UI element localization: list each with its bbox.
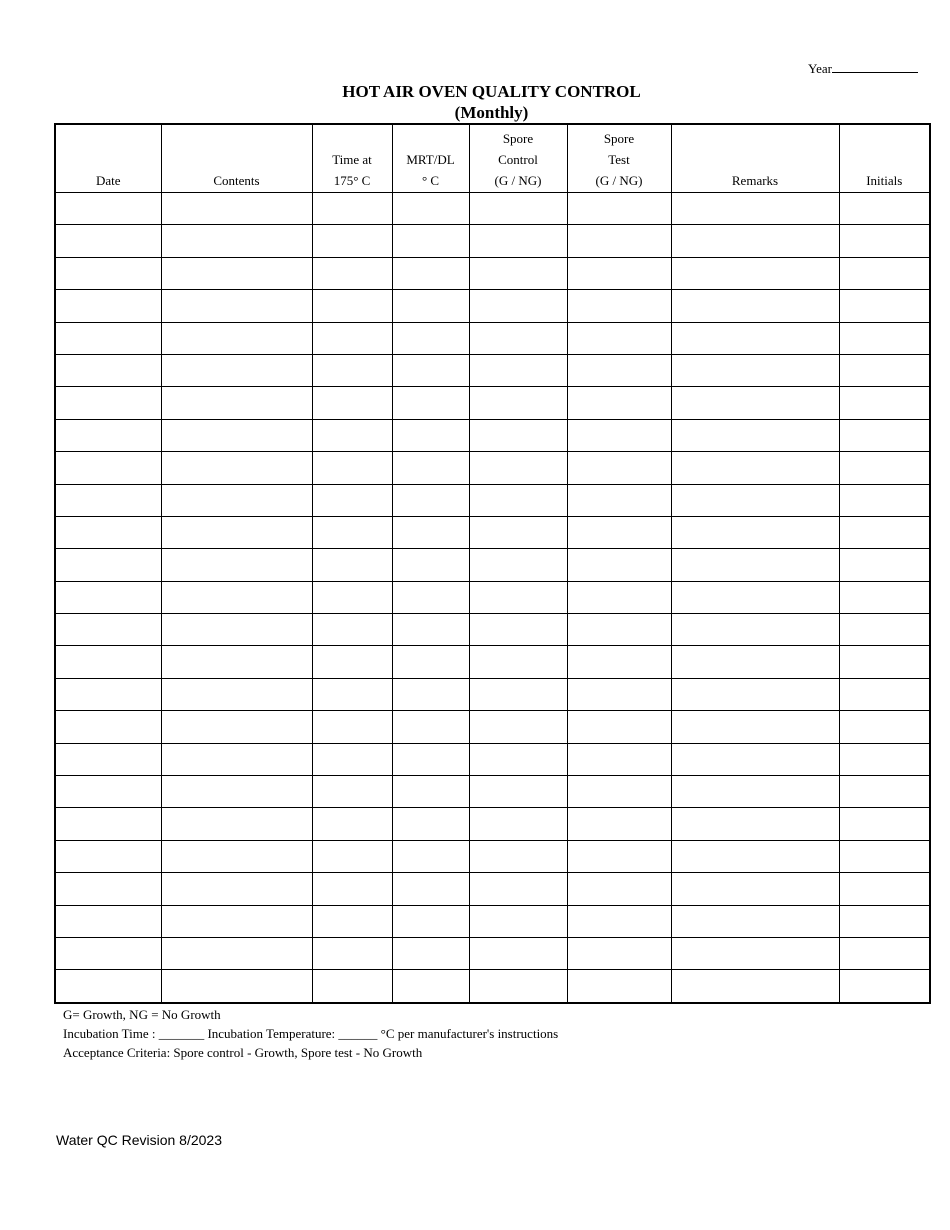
cell-date[interactable] — [55, 581, 161, 613]
cell-initials[interactable] — [839, 193, 930, 225]
cell-date[interactable] — [55, 516, 161, 548]
cell-time[interactable] — [312, 354, 392, 386]
cell-initials[interactable] — [839, 419, 930, 451]
cell-spore-control[interactable] — [469, 419, 567, 451]
cell-date[interactable] — [55, 257, 161, 289]
cell-initials[interactable] — [839, 808, 930, 840]
cell-spore-control[interactable] — [469, 937, 567, 969]
cell-remarks[interactable] — [671, 808, 839, 840]
cell-time[interactable] — [312, 387, 392, 419]
column-header-line: Contents — [213, 173, 260, 188]
cell-spore-control[interactable] — [469, 808, 567, 840]
cell-date[interactable] — [55, 419, 161, 451]
incubation-note: Incubation Time : _______ Incubation Temperature: ______ °C per manufacturer's instructions — [63, 1026, 559, 1041]
page-title: HOT AIR OVEN QUALITY CONTROL — [342, 82, 641, 101]
cell-initials[interactable] — [839, 937, 930, 969]
cell-remarks[interactable] — [671, 905, 839, 937]
column-header-line: Date — [95, 173, 121, 188]
cell-date[interactable] — [55, 549, 161, 581]
column-header-line: Spore — [502, 131, 534, 146]
table-row — [55, 549, 930, 581]
column-header-contents — [161, 124, 312, 193]
cell-remarks[interactable] — [671, 840, 839, 872]
cell-time[interactable] — [312, 193, 392, 225]
cell-time[interactable] — [312, 614, 392, 646]
cell-mrt[interactable] — [392, 452, 469, 484]
column-header-line: Time at — [332, 152, 372, 167]
cell-contents[interactable] — [161, 614, 312, 646]
cell-contents[interactable] — [161, 225, 312, 257]
cell-remarks[interactable] — [671, 646, 839, 678]
cell-remarks[interactable] — [671, 711, 839, 743]
cell-spore-test[interactable] — [567, 354, 671, 386]
table-row — [55, 452, 930, 484]
table-row — [55, 516, 930, 548]
cell-remarks[interactable] — [671, 257, 839, 289]
cell-time[interactable] — [312, 743, 392, 775]
cell-spore-test[interactable] — [567, 387, 671, 419]
cell-mrt[interactable] — [392, 776, 469, 808]
cell-date[interactable] — [55, 776, 161, 808]
table-row — [55, 646, 930, 678]
cell-remarks[interactable] — [671, 193, 839, 225]
table-row — [55, 257, 930, 289]
year-field — [808, 60, 918, 77]
cell-time[interactable] — [312, 452, 392, 484]
cell-initials[interactable] — [839, 646, 930, 678]
table-row — [55, 225, 930, 257]
table-row — [55, 873, 930, 905]
cell-mrt[interactable] — [392, 290, 469, 322]
cell-mrt[interactable] — [392, 614, 469, 646]
cell-mrt[interactable] — [392, 257, 469, 289]
column-header-line: Control — [498, 152, 538, 167]
table-row — [55, 322, 930, 354]
cell-initials[interactable] — [839, 581, 930, 613]
legend-note: G= Growth, NG = No Growth — [63, 1007, 221, 1022]
cell-date[interactable] — [55, 808, 161, 840]
cell-spore-test[interactable] — [567, 257, 671, 289]
cell-mrt[interactable] — [392, 419, 469, 451]
cell-spore-test[interactable] — [567, 581, 671, 613]
cell-spore-control[interactable] — [469, 905, 567, 937]
cell-spore-test[interactable] — [567, 646, 671, 678]
cell-spore-control[interactable] — [469, 354, 567, 386]
notes-section — [63, 1005, 558, 1062]
table-row — [55, 678, 930, 710]
cell-mrt[interactable] — [392, 193, 469, 225]
cell-initials[interactable] — [839, 354, 930, 386]
cell-spore-control[interactable] — [469, 711, 567, 743]
cell-mrt[interactable] — [392, 970, 469, 1003]
cell-mrt[interactable] — [392, 322, 469, 354]
cell-time[interactable] — [312, 516, 392, 548]
cell-spore-control[interactable] — [469, 743, 567, 775]
cell-spore-test[interactable] — [567, 873, 671, 905]
cell-spore-control[interactable] — [469, 322, 567, 354]
cell-time[interactable] — [312, 646, 392, 678]
cell-initials[interactable] — [839, 743, 930, 775]
cell-mrt[interactable] — [392, 354, 469, 386]
cell-date[interactable] — [55, 452, 161, 484]
column-header-remarks — [671, 124, 839, 193]
column-header-time — [312, 124, 392, 193]
cell-time[interactable] — [312, 711, 392, 743]
cell-spore-control[interactable] — [469, 646, 567, 678]
cell-initials[interactable] — [839, 711, 930, 743]
cell-initials[interactable] — [839, 452, 930, 484]
cell-spore-test[interactable] — [567, 516, 671, 548]
cell-date[interactable] — [55, 354, 161, 386]
cell-date[interactable] — [55, 646, 161, 678]
cell-remarks[interactable] — [671, 776, 839, 808]
cell-mrt[interactable] — [392, 808, 469, 840]
cell-spore-test[interactable] — [567, 808, 671, 840]
cell-mrt[interactable] — [392, 484, 469, 516]
cell-initials[interactable] — [839, 678, 930, 710]
cell-spore-control[interactable] — [469, 484, 567, 516]
cell-remarks[interactable] — [671, 419, 839, 451]
cell-contents[interactable] — [161, 808, 312, 840]
cell-remarks[interactable] — [671, 970, 839, 1003]
cell-spore-control[interactable] — [469, 452, 567, 484]
cell-mrt[interactable] — [392, 646, 469, 678]
cell-contents[interactable] — [161, 322, 312, 354]
cell-time[interactable] — [312, 905, 392, 937]
cell-remarks[interactable] — [671, 937, 839, 969]
cell-contents[interactable] — [161, 193, 312, 225]
cell-spore-test[interactable] — [567, 290, 671, 322]
cell-contents[interactable] — [161, 387, 312, 419]
cell-mrt[interactable] — [392, 516, 469, 548]
column-header-line: (G / NG) — [494, 173, 542, 188]
cell-date[interactable] — [55, 711, 161, 743]
cell-initials[interactable] — [839, 970, 930, 1003]
cell-date[interactable] — [55, 743, 161, 775]
cell-initials[interactable] — [839, 290, 930, 322]
cell-contents[interactable] — [161, 678, 312, 710]
table-row — [55, 905, 930, 937]
cell-remarks[interactable] — [671, 322, 839, 354]
table-row — [55, 419, 930, 451]
table-row — [55, 743, 930, 775]
cell-remarks[interactable] — [671, 743, 839, 775]
cell-spore-test[interactable] — [567, 549, 671, 581]
cell-time[interactable] — [312, 549, 392, 581]
column-header-line: ° C — [421, 173, 440, 188]
cell-time[interactable] — [312, 419, 392, 451]
cell-mrt[interactable] — [392, 225, 469, 257]
cell-contents[interactable] — [161, 776, 312, 808]
cell-spore-control[interactable] — [469, 776, 567, 808]
cell-initials[interactable] — [839, 225, 930, 257]
table-row — [55, 776, 930, 808]
cell-mrt[interactable] — [392, 905, 469, 937]
cell-mrt[interactable] — [392, 678, 469, 710]
table-row — [55, 840, 930, 872]
table-row — [55, 193, 930, 225]
table-row — [55, 970, 930, 1003]
table-row — [55, 808, 930, 840]
cell-spore-test[interactable] — [567, 484, 671, 516]
cell-mrt[interactable] — [392, 387, 469, 419]
cell-time[interactable] — [312, 225, 392, 257]
cell-initials[interactable] — [839, 614, 930, 646]
cell-remarks[interactable] — [671, 354, 839, 386]
cell-mrt[interactable] — [392, 937, 469, 969]
table-row — [55, 937, 930, 969]
column-header-date — [55, 124, 161, 193]
cell-spore-test[interactable] — [567, 905, 671, 937]
cell-spore-test[interactable] — [567, 678, 671, 710]
cell-spore-control[interactable] — [469, 873, 567, 905]
cell-mrt[interactable] — [392, 711, 469, 743]
cell-initials[interactable] — [839, 257, 930, 289]
cell-remarks[interactable] — [671, 678, 839, 710]
cell-initials[interactable] — [839, 322, 930, 354]
cell-date[interactable] — [55, 387, 161, 419]
cell-spore-control[interactable] — [469, 225, 567, 257]
table-row — [55, 387, 930, 419]
cell-contents[interactable] — [161, 873, 312, 905]
cell-contents[interactable] — [161, 711, 312, 743]
cell-mrt[interactable] — [392, 840, 469, 872]
qc-log-table — [54, 123, 931, 1004]
cell-time[interactable] — [312, 581, 392, 613]
table-row — [55, 581, 930, 613]
cell-date[interactable] — [55, 614, 161, 646]
cell-date[interactable] — [55, 484, 161, 516]
cell-date[interactable] — [55, 322, 161, 354]
page-subtitle: (Monthly) — [454, 103, 529, 122]
cell-spore-test[interactable] — [567, 840, 671, 872]
cell-contents[interactable] — [161, 484, 312, 516]
cell-contents[interactable] — [161, 743, 312, 775]
cell-spore-control[interactable] — [469, 290, 567, 322]
cell-mrt[interactable] — [392, 581, 469, 613]
cell-spore-control[interactable] — [469, 614, 567, 646]
cell-date[interactable] — [55, 937, 161, 969]
cell-initials[interactable] — [839, 840, 930, 872]
cell-spore-test[interactable] — [567, 970, 671, 1003]
table-row — [55, 484, 930, 516]
cell-remarks[interactable] — [671, 225, 839, 257]
cell-contents[interactable] — [161, 516, 312, 548]
cell-date[interactable] — [55, 873, 161, 905]
cell-remarks[interactable] — [671, 387, 839, 419]
cell-initials[interactable] — [839, 873, 930, 905]
cell-initials[interactable] — [839, 516, 930, 548]
cell-spore-test[interactable] — [567, 711, 671, 743]
cell-remarks[interactable] — [671, 452, 839, 484]
cell-spore-test[interactable] — [567, 937, 671, 969]
acceptance-note: Acceptance Criteria: Spore control - Growth, Spore test - No Growth — [63, 1045, 423, 1060]
cell-contents[interactable] — [161, 452, 312, 484]
cell-date[interactable] — [55, 193, 161, 225]
column-header-spore-test — [567, 124, 671, 193]
cell-spore-control[interactable] — [469, 581, 567, 613]
column-header-spore-control — [469, 124, 567, 193]
cell-spore-control[interactable] — [469, 970, 567, 1003]
cell-spore-test[interactable] — [567, 419, 671, 451]
cell-spore-control[interactable] — [469, 840, 567, 872]
cell-remarks[interactable] — [671, 290, 839, 322]
cell-contents[interactable] — [161, 549, 312, 581]
cell-contents[interactable] — [161, 970, 312, 1003]
cell-spore-control[interactable] — [469, 516, 567, 548]
table-body — [55, 193, 930, 1003]
cell-remarks[interactable] — [671, 549, 839, 581]
cell-date[interactable] — [55, 970, 161, 1003]
table-row — [55, 354, 930, 386]
column-header-line: 175° C — [333, 173, 371, 188]
cell-contents[interactable] — [161, 937, 312, 969]
cell-time[interactable] — [312, 322, 392, 354]
cell-date[interactable] — [55, 225, 161, 257]
cell-spore-test[interactable] — [567, 322, 671, 354]
cell-spore-test[interactable] — [567, 452, 671, 484]
cell-spore-test[interactable] — [567, 193, 671, 225]
cell-contents[interactable] — [161, 354, 312, 386]
cell-spore-control[interactable] — [469, 549, 567, 581]
cell-time[interactable] — [312, 484, 392, 516]
cell-spore-test[interactable] — [567, 743, 671, 775]
cell-contents[interactable] — [161, 646, 312, 678]
cell-spore-control[interactable] — [469, 678, 567, 710]
column-header-line: Remarks — [731, 173, 779, 188]
cell-contents[interactable] — [161, 290, 312, 322]
table-header-row — [55, 124, 930, 193]
cell-time[interactable] — [312, 257, 392, 289]
table-row — [55, 614, 930, 646]
column-header-line: (G / NG) — [595, 173, 643, 188]
cell-initials[interactable] — [839, 387, 930, 419]
cell-contents[interactable] — [161, 419, 312, 451]
cell-contents[interactable] — [161, 905, 312, 937]
cell-spore-control[interactable] — [469, 193, 567, 225]
cell-mrt[interactable] — [392, 873, 469, 905]
table-row — [55, 711, 930, 743]
cell-time[interactable] — [312, 970, 392, 1003]
cell-contents[interactable] — [161, 581, 312, 613]
cell-spore-control[interactable] — [469, 387, 567, 419]
cell-time[interactable] — [312, 290, 392, 322]
cell-spore-control[interactable] — [469, 257, 567, 289]
cell-initials[interactable] — [839, 484, 930, 516]
cell-spore-test[interactable] — [567, 225, 671, 257]
cell-contents[interactable] — [161, 257, 312, 289]
cell-date[interactable] — [55, 840, 161, 872]
cell-spore-test[interactable] — [567, 614, 671, 646]
cell-time[interactable] — [312, 808, 392, 840]
year-input-line[interactable] — [832, 60, 918, 73]
cell-initials[interactable] — [839, 776, 930, 808]
year-label: Year — [808, 61, 832, 76]
cell-time[interactable] — [312, 873, 392, 905]
cell-remarks[interactable] — [671, 516, 839, 548]
table-row — [55, 290, 930, 322]
cell-time[interactable] — [312, 937, 392, 969]
cell-date[interactable] — [55, 678, 161, 710]
cell-remarks[interactable] — [671, 581, 839, 613]
column-header-line: Test — [608, 152, 630, 167]
cell-time[interactable] — [312, 840, 392, 872]
column-header-initials — [839, 124, 930, 193]
cell-contents[interactable] — [161, 840, 312, 872]
cell-date[interactable] — [55, 905, 161, 937]
cell-initials[interactable] — [839, 549, 930, 581]
cell-time[interactable] — [312, 776, 392, 808]
cell-spore-test[interactable] — [567, 776, 671, 808]
cell-mrt[interactable] — [392, 743, 469, 775]
cell-remarks[interactable] — [671, 614, 839, 646]
cell-initials[interactable] — [839, 905, 930, 937]
column-header-line: Initials — [866, 173, 903, 188]
cell-mrt[interactable] — [392, 549, 469, 581]
revision-footer: Water QC Revision 8/2023 — [56, 1132, 222, 1148]
column-header-line: MRT/DL — [406, 152, 455, 167]
column-header-line: Spore — [603, 131, 635, 146]
cell-remarks[interactable] — [671, 484, 839, 516]
cell-time[interactable] — [312, 678, 392, 710]
cell-date[interactable] — [55, 290, 161, 322]
cell-remarks[interactable] — [671, 873, 839, 905]
column-header-mrt — [392, 124, 469, 193]
